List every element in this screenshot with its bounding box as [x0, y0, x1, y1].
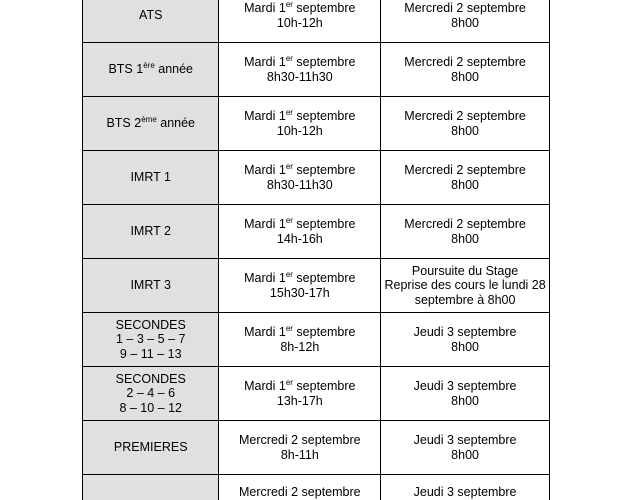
cours-line: 8h00 [451, 447, 479, 462]
rentree-date-cell [219, 313, 381, 367]
rentree-suffix: septembre [292, 163, 356, 177]
rentree-line [219, 394, 380, 409]
cours-line: Reprise des cours le lundi 28 [384, 278, 546, 293]
rentree-line [219, 1, 380, 16]
rentree-date-cell [219, 421, 381, 475]
rentree-line [219, 232, 380, 247]
cours-line: Mercredi 2 septembre [404, 55, 526, 69]
cours-line: 8h00 [451, 15, 479, 30]
rentree-date-cell [219, 151, 381, 205]
table-row [83, 259, 550, 313]
class-name-cell [83, 421, 219, 475]
ordinal-superscript: er [285, 378, 293, 387]
class-name-line: SECONDES [115, 371, 186, 386]
class-name-line: SECONDES [115, 317, 186, 332]
class-name-suffix: année [154, 62, 193, 77]
class-name-line: 9 – 11 – 13 [119, 346, 182, 361]
rentree-suffix: septembre [292, 1, 356, 15]
rentree-date-cell [219, 43, 381, 97]
rentree-suffix: septembre [292, 271, 356, 285]
rentree-suffix: septembre [292, 325, 356, 339]
rentree-text: Mardi 1 [244, 1, 286, 15]
rentree-text: 15h30-17h [269, 285, 330, 300]
ordinal-superscript: er [285, 216, 293, 225]
ordinal-superscript: er [285, 324, 293, 333]
ordinal-superscript: ème [141, 115, 157, 125]
rentree-line [219, 286, 380, 301]
rentree-text: 8h-12h [280, 339, 320, 354]
rentree-line [219, 178, 380, 193]
class-name-cell [83, 313, 219, 367]
rentree-line [219, 55, 380, 70]
rentree-line [219, 70, 380, 85]
class-name-line [83, 116, 218, 131]
cours-line: Jeudi 3 septembre [413, 379, 517, 393]
class-name-text: BTS 1 [108, 62, 144, 77]
rentree-text: Mardi 1 [244, 55, 286, 69]
cours-start-cell [381, 259, 550, 313]
rentree-line [219, 217, 380, 232]
ordinal-superscript: er [285, 162, 293, 171]
class-name-text: BTS 2 [106, 116, 142, 131]
table-row [83, 313, 550, 367]
rentree-line [219, 433, 380, 448]
rentree-schedule-table [82, 0, 550, 500]
rentree-text: 10h-12h [276, 15, 323, 30]
cours-line: Poursuite du Stage [411, 263, 519, 278]
class-name-cell [83, 259, 219, 313]
class-name-suffix: année [156, 116, 195, 131]
rentree-line [219, 163, 380, 178]
rentree-line [219, 448, 380, 463]
cours-line: Mercredi 2 septembre [404, 109, 526, 123]
rentree-text: 8h30-11h30 [266, 69, 333, 84]
rentree-text: Mercredi 2 septembre [239, 433, 361, 447]
class-name-line: 8 – 10 – 12 [119, 400, 182, 415]
rentree-suffix: septembre [292, 109, 356, 123]
class-name-line: 2 – 4 – 6 [126, 386, 176, 401]
ordinal-superscript: er [285, 108, 293, 117]
class-name-line: IMRT 1 [130, 170, 171, 185]
rentree-line [219, 340, 380, 355]
cours-line: Mercredi 2 septembre [404, 1, 526, 15]
cours-start-cell [381, 0, 550, 43]
rentree-line [219, 124, 380, 139]
cours-start-cell [381, 43, 550, 97]
ordinal-superscript: er [285, 270, 293, 279]
class-name-line: PREMIERES [113, 440, 188, 455]
rentree-line [219, 485, 380, 500]
rentree-date-cell [219, 205, 381, 259]
schedule-table-body [83, 0, 550, 500]
cours-line: Jeudi 3 septembre [413, 325, 517, 339]
class-name-cell [83, 367, 219, 421]
rentree-text: 8h30-11h30 [266, 177, 333, 192]
cours-line: septembre à 8h00 [414, 292, 516, 307]
rentree-line [219, 109, 380, 124]
table-row [83, 151, 550, 205]
class-name-cell [83, 97, 219, 151]
class-name-cell [83, 151, 219, 205]
cours-line: 8h00 [451, 69, 479, 84]
table-row [83, 43, 550, 97]
rentree-date-cell [219, 97, 381, 151]
rentree-text: Mardi 1 [244, 109, 286, 123]
rentree-date-cell [219, 475, 381, 500]
cours-line: Mercredi 2 septembre [404, 163, 526, 177]
rentree-text: Mardi 1 [244, 217, 286, 231]
rentree-line [219, 16, 380, 31]
cours-start-cell [381, 475, 550, 500]
ordinal-superscript: ère [143, 61, 155, 71]
class-name-line: IMRT 3 [130, 278, 171, 293]
class-name-cell [83, 43, 219, 97]
class-name-line: IMRT 2 [130, 224, 171, 239]
rentree-line [219, 271, 380, 286]
cours-line: Jeudi 3 septembre [413, 485, 517, 499]
table-row [83, 0, 550, 43]
cours-line: Mercredi 2 septembre [404, 217, 526, 231]
ordinal-superscript: er [285, 54, 293, 63]
rentree-text: 8h-11h [280, 447, 319, 462]
rentree-text: 13h-17h [276, 393, 323, 408]
rentree-text: 14h-16h [276, 231, 323, 246]
ordinal-superscript: er [285, 0, 293, 9]
class-name-line: ATS [139, 8, 163, 23]
cours-start-cell [381, 205, 550, 259]
table-row [83, 205, 550, 259]
rentree-date-cell [219, 0, 381, 43]
table-row [83, 421, 550, 475]
rentree-text: Mardi 1 [244, 271, 286, 285]
class-name-line: 1 – 3 – 5 – 7 [115, 332, 186, 347]
rentree-suffix: septembre [292, 55, 356, 69]
table-row [83, 97, 550, 151]
cours-line: 8h00 [451, 123, 479, 138]
cours-start-cell [381, 151, 550, 205]
table-row [83, 367, 550, 421]
rentree-line [219, 325, 380, 340]
rentree-text: Mercredi 2 septembre [239, 485, 361, 499]
cours-line: 8h00 [451, 393, 479, 408]
class-name-cell [83, 205, 219, 259]
rentree-text: Mardi 1 [244, 325, 286, 339]
rentree-suffix: septembre [292, 217, 356, 231]
rentree-date-cell [219, 367, 381, 421]
rentree-suffix: septembre [292, 379, 356, 393]
class-name-cell [83, 475, 219, 500]
cours-start-cell [381, 421, 550, 475]
rentree-text: Mardi 1 [244, 163, 286, 177]
cours-line: 8h00 [451, 231, 479, 246]
cours-line: 8h00 [451, 339, 479, 354]
rentree-date-cell [219, 259, 381, 313]
cours-start-cell [381, 367, 550, 421]
cours-line: 8h00 [451, 177, 479, 192]
cours-line: Jeudi 3 septembre [413, 433, 517, 447]
rentree-text: 10h-12h [276, 123, 323, 138]
class-name-line [83, 62, 218, 77]
rentree-line [219, 379, 380, 394]
table-row [83, 475, 550, 500]
cours-start-cell [381, 97, 550, 151]
class-name-cell [83, 0, 219, 43]
rentree-text: Mardi 1 [244, 379, 286, 393]
cours-start-cell [381, 313, 550, 367]
